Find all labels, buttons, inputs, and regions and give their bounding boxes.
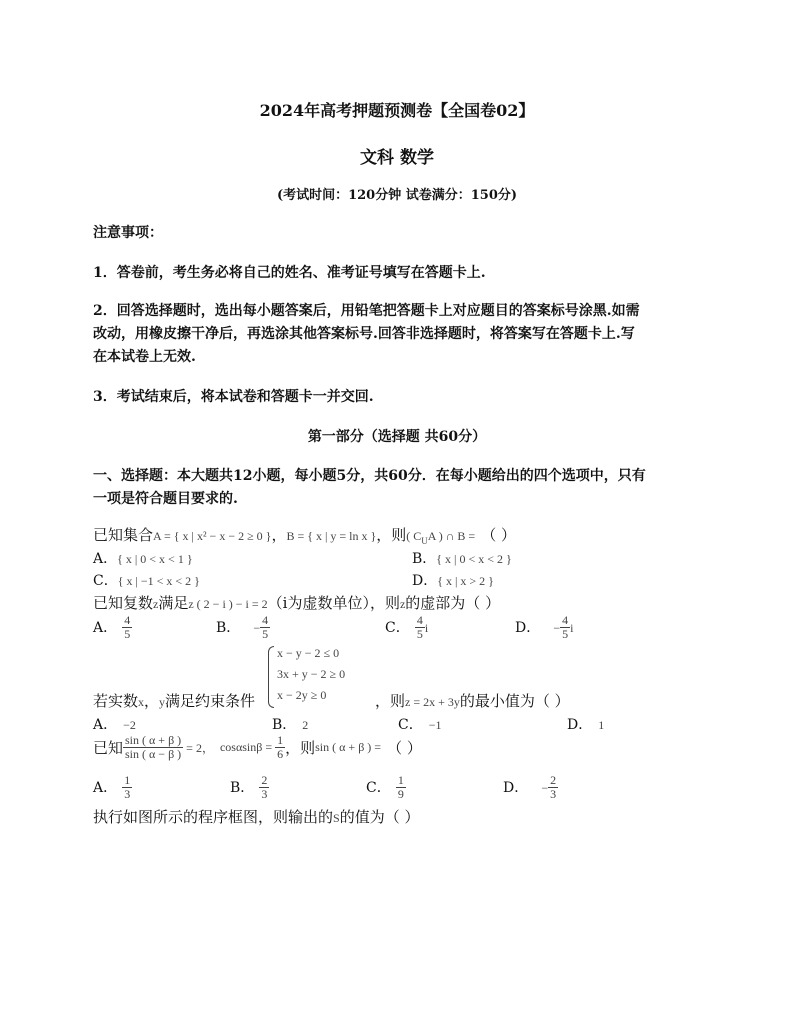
q4-eq-2: cosαsinβ = [219,740,273,754]
q4-option-d-num: 2 [550,773,557,787]
q3-comma: ， [144,692,160,710]
part1-instruction-line-2: 一项是符合题目要求的. [93,491,238,507]
q3-option-b-text: 2 [302,718,309,732]
q1-mid: ，则 [376,526,407,544]
q4-option-d-fraction [548,774,558,801]
q2-option-d [515,614,573,641]
q2-option-c [385,614,428,641]
q2-option-c-label: C． [385,620,410,636]
q4-option-d-label: D． [503,780,529,796]
note-item-3: 3．考试结束后，将本试卷和答题卡一并交回. [93,389,374,405]
q4-ratio-den: sin ( α − β ) [125,747,182,761]
q1-option-d-text: { x | x > 2 } [437,574,494,588]
q3-then: ，则 [375,692,406,710]
part1-instruction-line-1: 一、选择题：本大题共12小题，每小题5分，共60分．在每小题给出的四个选项中，只有 [93,468,646,484]
q3-option-a-text: −2 [123,718,136,732]
q2-option-b-sign: − [253,621,261,635]
q1-set-b: B = { x | y = ln x } [286,529,377,543]
notes-heading: 注意事项： [93,225,163,241]
q2-option-d-sign: − [553,621,561,635]
q4-value-num: 1 [277,733,284,747]
q3-option-c-text: −1 [428,718,442,732]
q2-option-a-fraction [122,614,132,641]
q2-option-a-label: A． [93,620,118,636]
q4-prefix: 已知 [93,739,124,757]
q3-option-a-label: A． [93,717,118,733]
q2-option-b [216,614,270,641]
q2-var-2: z [399,597,406,611]
note-item-2-line-2: 改动，用橡皮擦干净后，再选涂其他答案标号.回答非选择题时，将答案写在答题卡上.写 [93,326,635,342]
q1-option-b-text: { x | 0 < x < 2 } [436,552,512,566]
q4-option-c-den: 9 [397,787,404,801]
q1-prefix: 已知集合 [93,526,154,544]
q4-option-b-num: 2 [261,773,268,787]
q2-option-d-label: D． [515,620,541,636]
q1-option-a-text: { x | 0 < x < 1 } [117,552,193,566]
q3-option-d [567,714,604,734]
q2-option-d-imag: i [570,621,574,635]
q2-note: （i为虚数单位），则 [267,594,400,612]
q2-option-c-imag: i [424,621,429,635]
q1-answer-paren: （ ） [481,526,516,544]
q3-var-x: x [138,695,145,709]
q3-constraint-3: x − 2y ≥ 0 [277,688,327,702]
q3-option-d-label: D． [567,717,593,733]
q2-prefix: 已知复数 [93,594,154,612]
q2-mid: 满足 [158,594,189,612]
q1-option-c-text: { x | −1 < x < 2 } [117,574,200,588]
note-item-2-line-1: 2．回答选择题时，选出每小题答案后，用铅笔把答题卡上对应题目的答案标号涂黑.如需 [93,303,640,319]
q4-value-fraction [275,734,285,761]
q2-option-c-num: 4 [416,613,423,627]
q4-value-den: 6 [277,747,284,761]
subject-title: 文科 数学 [360,148,434,168]
q2-option-a-num: 4 [124,613,131,627]
q3-post: 的最小值为（ ） [459,692,570,710]
q1-expr-2: A ) ∩ B = [427,529,476,543]
q3-option-c-label: C． [398,717,423,733]
q2-option-a [93,614,132,641]
q1-set-a: A = { x | x² − x − 2 ≥ 0 } [153,529,272,543]
q4-option-b-den: 3 [261,787,268,801]
q3-option-c [398,714,442,734]
q5-prefix: 执行如图所示的程序框图，则输出的 [93,808,334,826]
page-title: 2024年高考押题预测卷【全国卷02】 [259,101,535,120]
q3-system-brace [268,646,274,708]
q4-option-c-label: C． [366,780,391,796]
q1-option-a-label: A． [93,551,118,567]
note-item-2-line-3: 在本试卷上无效. [93,349,196,365]
question-3 [93,690,255,711]
q1-expr: ( C [406,529,422,543]
q4-option-a-fraction [122,774,132,801]
q4-option-b [230,774,269,801]
q2-option-d-fraction [560,614,570,641]
q4-option-b-label: B． [230,780,255,796]
q4-option-a [93,774,132,801]
q3-option-b-label: B． [272,717,297,733]
q1-option-d [412,570,494,590]
question-2 [93,592,500,613]
q3-option-d-text: 1 [598,718,605,732]
q3-tail [375,690,570,711]
q1-option-c [93,570,200,590]
q4-option-a-den: 3 [124,787,131,801]
q1-option-c-label: C． [93,573,118,589]
q2-equation: z ( 2 − i ) − i = 2 [188,597,268,611]
q3-constraint-1: x − y − 2 ≤ 0 [277,646,340,660]
q3-option-a [93,714,136,734]
q2-option-d-den: 5 [562,627,569,641]
q3-prefix: 若实数 [93,692,139,710]
q4-option-b-fraction [259,774,269,801]
q4-ratio-num: sin ( α + β ) [125,733,182,747]
q4-then: ，则 [285,739,316,757]
q2-option-a-den: 5 [124,627,131,641]
q3-objective: z = 2x + 3y [405,695,460,709]
q4-option-c [366,774,406,801]
q4-option-a-label: A． [93,780,118,796]
q1-expr-sub: U [421,536,428,547]
q2-option-d-num: 4 [562,613,569,627]
question-1 [93,524,516,546]
q4-option-c-fraction [396,774,406,801]
q1-option-d-label: D． [412,573,438,589]
q4-expr: sin ( α + β ) = [315,740,382,754]
q2-option-b-label: B． [216,620,241,636]
q5-var: S [333,811,340,825]
q3-option-b [272,714,308,734]
q2-option-b-fraction [260,614,270,641]
q4-answer-paren: （ ） [387,739,422,757]
q2-option-b-den: 5 [262,627,269,641]
question-4 [93,734,422,761]
q4-option-d-sign: − [541,781,549,795]
question-5 [93,806,419,827]
q3-constraint-system [277,643,345,706]
q5-post: 的值为（ ） [339,808,420,826]
q3-constraint-2: 3x + y − 2 ≥ 0 [277,667,346,681]
q1-option-a [93,548,193,568]
q4-option-c-num: 1 [397,773,404,787]
q4-ratio-fraction [123,734,183,761]
q3-var-y: y [159,695,166,709]
q1-option-b [412,548,512,568]
q3-mid: 满足约束条件 [165,692,256,710]
note-item-1: 1．答卷前，考生务必将自己的姓名、准考证号填写在答题卡上. [93,265,486,281]
exam-info: (考试时间：120分钟 试卷满分：150分) [276,188,518,203]
part1-heading: 第一部分（选择题 共60分） [307,429,487,445]
q1-option-b-label: B． [412,551,437,567]
q4-option-d-den: 3 [550,787,557,801]
q2-var: z [153,597,159,611]
q2-option-b-num: 4 [262,613,269,627]
q2-option-c-den: 5 [416,627,423,641]
q2-post: 的虚部为（ ） [405,594,501,612]
q2-option-c-fraction [415,614,425,641]
q4-eq-1: = 2， [186,741,214,755]
q4-option-d [503,774,558,801]
q4-option-a-num: 1 [124,773,131,787]
q1-separator: ， [271,526,287,544]
